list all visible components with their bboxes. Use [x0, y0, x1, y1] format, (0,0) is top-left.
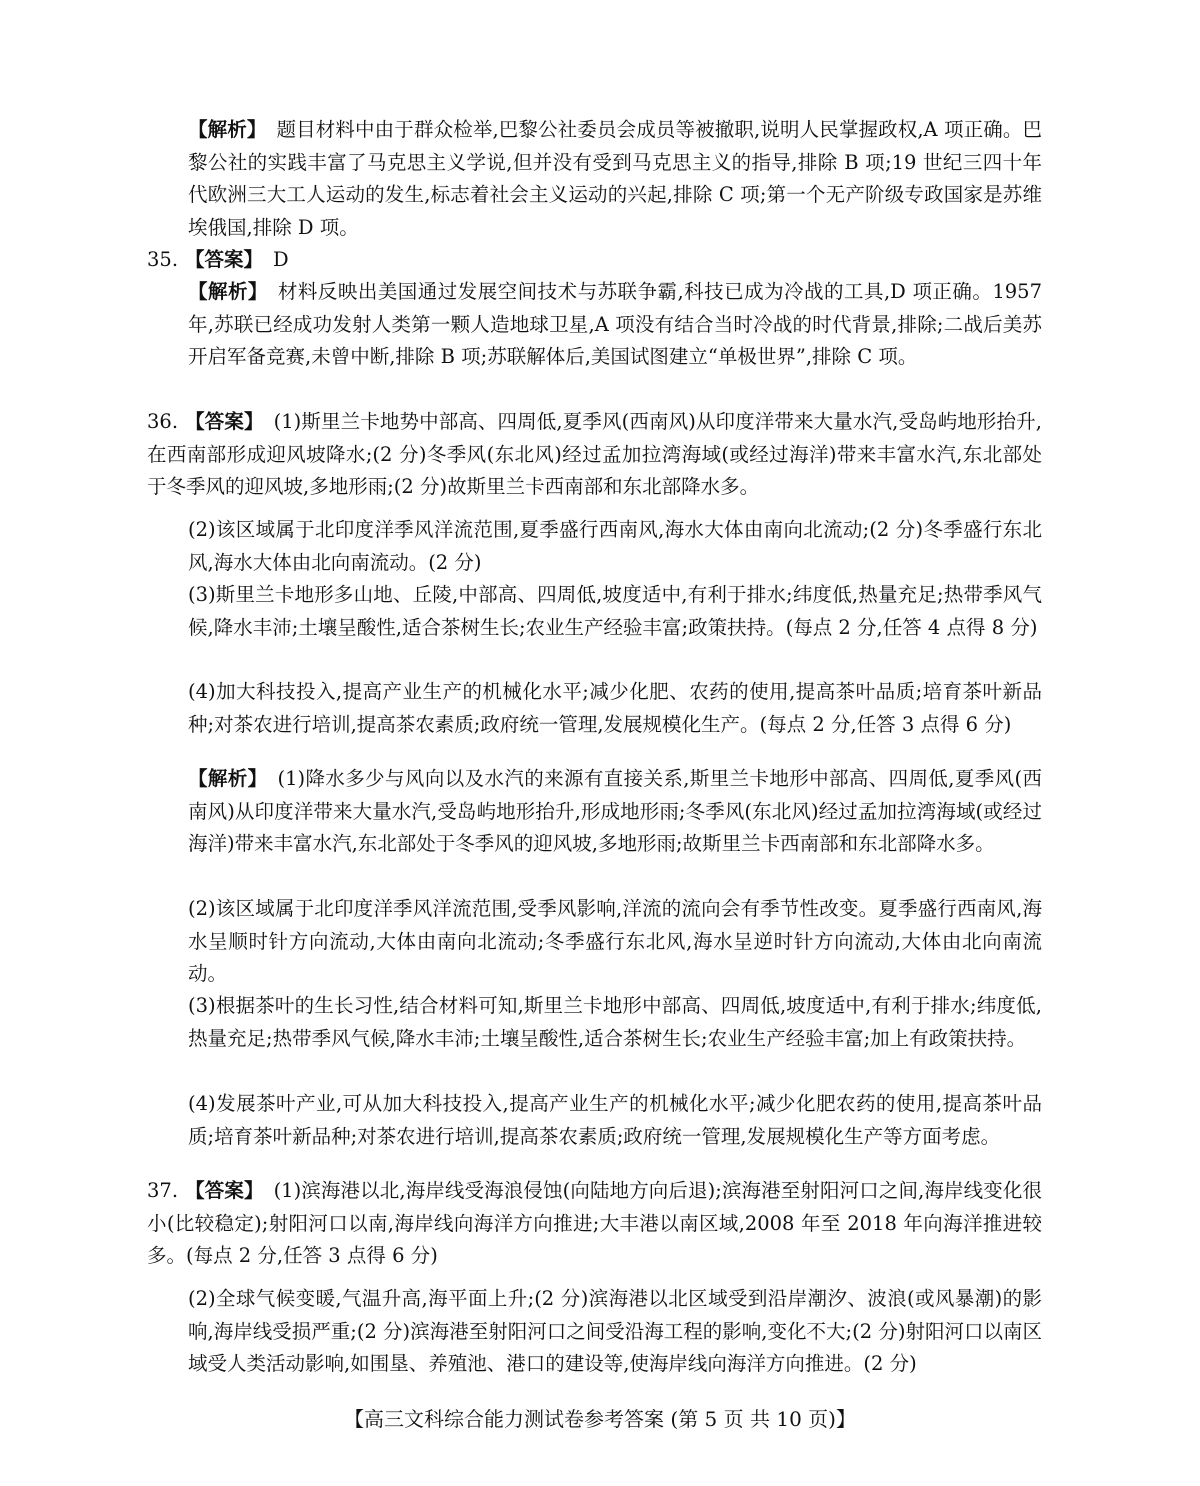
- q35-answer: [147, 244, 1042, 277]
- q36-answer-part2: (2)该区域属于北印度洋季风洋流范围,夏季盛行西南风,海水大体由南向北流动;(2 分)冬季盛行东北风,海水大体由北向南流动。(2 分): [188, 518, 1042, 574]
- answer-tag: 【答案】: [185, 410, 264, 433]
- question-number: 36.: [147, 410, 179, 433]
- q36-analysis-part3: (3)根据茶叶的生长习性,结合材料可知,斯里兰卡地形中部高、四周低,坡度适中,有利于排水;纬度低,热量充足;热带季风气候,降水丰沛;土壤呈酸性,适合茶树生长;农业生产经验丰富;加上有政策扶持。: [188, 994, 1042, 1050]
- page-footer: 【高三文科综合能力测试卷参考答案 (第 5 页 共 10 页)】: [344, 1407, 856, 1431]
- answer-tag: 【答案】: [185, 1179, 264, 1202]
- q36-analysis-part2: (2)该区域属于北印度洋季风洋流范围,受季风影响,洋流的流向会有季节性改变。夏季盛行西南风,海水呈顺时针方向流动,大体由南向北流动;冬季盛行东北风,海水呈逆时针方向流动,大体由北向南流动。: [188, 897, 1042, 985]
- q37-answer-part1: [147, 1175, 1042, 1273]
- question-number: 37.: [147, 1179, 179, 1202]
- q37-answer-1-text: (1)滨海港以北,海岸线受海浪侵蚀(向陆地方向后退);滨海港至射阳河口之间,海岸线变化很小(比较稳定);射阳河口以南,海岸线向海洋方向推进;大丰港以南区域,2008 年至 2018 年向海洋推进较多。(每点 2 分,任答 3 点得 6 分): [147, 1179, 1042, 1267]
- analysis-tag: 【解析】: [188, 767, 268, 790]
- analysis-tag: 【解析】: [188, 118, 267, 141]
- q35-analysis: [188, 276, 1042, 374]
- q36-answer-part3: (3)斯里兰卡地形多山地、丘陵,中部高、四周低,坡度适中,有利于排水;纬度低,热量充足;热带季风气候,降水丰沛;土壤呈酸性,适合茶树生长;农业生产经验丰富;政策扶持。(每点 2 分,任答 4 点得 8 分): [188, 583, 1042, 639]
- intro-analysis: [188, 114, 1042, 244]
- analysis-tag: 【解析】: [188, 280, 268, 303]
- answer-tag: 【答案】: [185, 248, 264, 271]
- q36-answer-part1: [147, 406, 1042, 504]
- q37-answer-part2: (2)全球气候变暖,气温升高,海平面上升;(2 分)滨海港以北区域受到沿岸潮汐、波浪(或风暴潮)的影响,海岸线受损严重;(2 分)滨海港至射阳河口之间受沿海工程的影响,变化不大;(2 分)射阳河口以南区域受人类活动影响,如围垦、养殖池、港口的建设等,使海岸线向海洋方向推进。(2 分): [188, 1287, 1042, 1375]
- q36-analysis-part4: (4)发展茶叶产业,可从加大科技投入,提高产业生产的机械化水平;减少化肥农药的使用,提高茶叶品质;培育茶叶新品种;对茶农进行培训,提高茶农素质;政府统一管理,发展规模化生产等方面考虑。: [188, 1092, 1042, 1148]
- intro-analysis-text: 题目材料中由于群众检举,巴黎公社委员会成员等被撤职,说明人民掌握政权,A 项正确。巴黎公社的实践丰富了马克思主义学说,但并没有受到马克思主义的指导,排除 B 项;19 世纪三四十年代欧洲三大工人运动的发生,标志着社会主义运动的兴起,排除 C 项;第一个无产阶级专政国家是苏维埃俄国,排除 D 项。: [188, 118, 1042, 239]
- q35-answer-text: D: [273, 248, 289, 271]
- question-number: 35.: [147, 248, 179, 271]
- q35-analysis-text: 材料反映出美国通过发展空间技术与苏联争霸,科技已成为冷战的工具,D 项正确。1957 年,苏联已经成功发射人类第一颗人造地球卫星,A 项没有结合当时冷战的时代背景,排除;二战后美苏开启军备竞赛,未曾中断,排除 B 项;苏联解体后,美国试图建立“单极世界”,排除 C 项。: [188, 280, 1042, 368]
- q36-analysis-part1: [188, 763, 1042, 861]
- q36-answer-1-text: (1)斯里兰卡地势中部高、四周低,夏季风(西南风)从印度洋带来大量水汽,受岛屿地形抬升,在西南部形成迎风坡降水;(2 分)冬季风(东北风)经过孟加拉湾海域(或经过海洋)带来丰富水汽,东北部处于冬季风的迎风坡,多地形雨;(2 分)故斯里兰卡西南部和东北部降水多。: [147, 410, 1042, 498]
- q36-answer-part4: (4)加大科技投入,提高产业生产的机械化水平;减少化肥、农药的使用,提高茶叶品质;培育茶叶新品种;对茶农进行培训,提高茶农素质;政府统一管理,发展规模化生产。(每点 2 分,任答 3 点得 6 分): [188, 680, 1042, 736]
- q36-analysis-1-text: (1)降水多少与风向以及水汽的来源有直接关系,斯里兰卡地形中部高、四周低,夏季风(西南风)从印度洋带来大量水汽,受岛屿地形抬升,形成地形雨;冬季风(东北风)经过孟加拉湾海域(或经过海洋)带来丰富水汽,东北部处于冬季风的迎风坡,多地形雨;故斯里兰卡西南部和东北部降水多。: [188, 767, 1042, 855]
